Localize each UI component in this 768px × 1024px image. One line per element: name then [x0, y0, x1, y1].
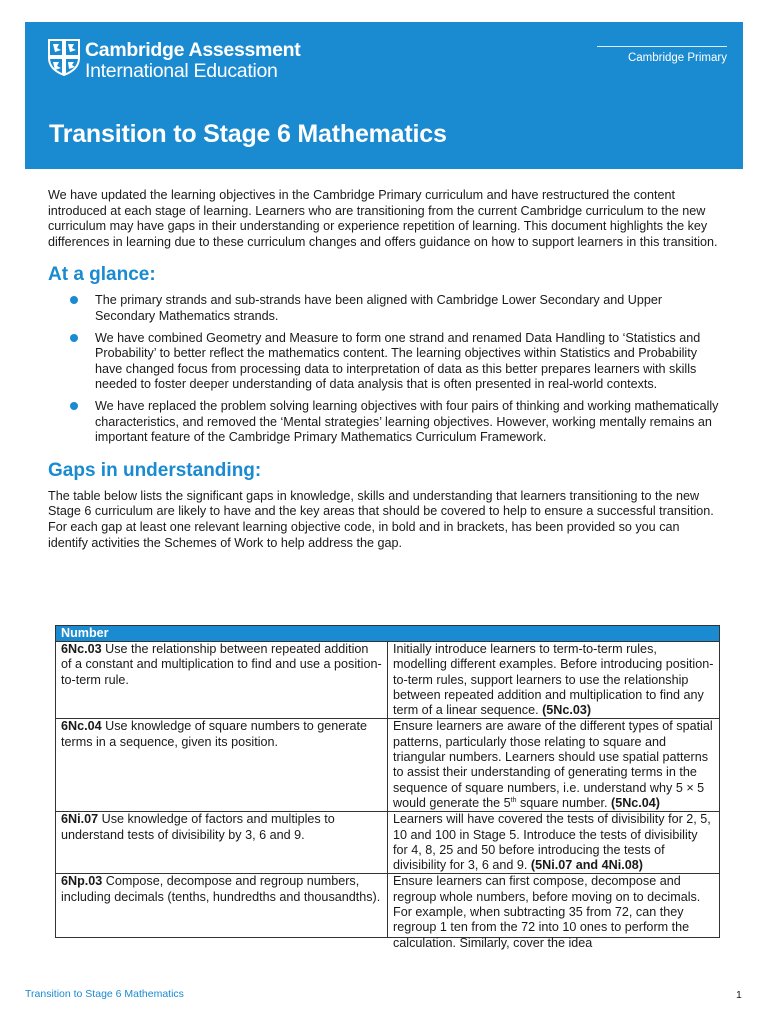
- objective-reference: (5Ni.07 and 4Ni.08): [530, 858, 643, 873]
- objective-reference: (5Nc.04): [611, 795, 660, 810]
- guidance-cell: [388, 719, 720, 812]
- bullet-text: We have replaced the problem solving learning objectives with four pairs of thinking and working mathematically characteristics, and removed the ‘Mental strategies’ learning objectives. However, working mentally remains an important feature of the Cambridge Primary Mathematics Curriculum Framework.: [95, 398, 719, 445]
- objective-cell: [56, 719, 388, 812]
- logo-line1: Cambridge Assessment: [85, 39, 301, 61]
- cambridge-shield-icon: [47, 38, 81, 76]
- table-header-row: [56, 626, 720, 642]
- guidance-cell: [388, 812, 720, 874]
- bullet-icon: [70, 296, 78, 304]
- table-row: [56, 812, 720, 874]
- logo-line2: International Education: [85, 60, 278, 82]
- guidance-text: Initially introduce learners to term-to-term rules, modelling different examples. Before introducing position-to-term rules, support learners to use the relationship between repeated addition and multiplication to find any term of a linear sequence.: [393, 642, 714, 718]
- objective-code: 6Nc.04: [61, 719, 102, 734]
- list-item: [48, 293, 720, 324]
- bullet-icon: [70, 402, 78, 410]
- logo-text: [85, 39, 300, 81]
- guidance-cell: [388, 874, 720, 950]
- objective-text: Compose, decompose and regroup numbers, including decimals (tenths, hundredths and thousandths).: [61, 874, 381, 904]
- objective-cell: [56, 642, 388, 719]
- footer-title: Transition to Stage 6 Mathematics: [25, 988, 184, 1000]
- guidance-text-cont: square number.: [516, 795, 611, 810]
- document-title: Transition to Stage 6 Mathematics: [49, 120, 447, 148]
- objective-cell: [56, 812, 388, 874]
- intro-paragraph: We have updated the learning objectives in the Cambridge Primary curriculum and have restructured the content introduced at each stage of learning. Learners who are transitioning from the current Cambridge curriculum to the new curriculum may have gaps in their understanding or experience repetition of learning. This document highlights the key differences in learning due to these curriculum changes and offers guidance on how to support learners in this transition.: [48, 188, 718, 249]
- bullet-text: We have combined Geometry and Measure to form one strand and renamed Data Handling to ‘Statistics and Probability’ to better reflect the mathematics content. The learning objectives within Statistics and Probability have changed focus from processing data to interpretation of data as this better prepares learners with skills needed to foster deeper understanding of data analysis that is often presented in real-world contexts.: [95, 330, 701, 392]
- main-content: [48, 188, 720, 561]
- gaps-table: [55, 625, 720, 950]
- ordinal-suffix: th: [510, 796, 517, 804]
- objective-reference: (5Nc.03): [542, 703, 592, 718]
- brand-subtitle: Cambridge Primary: [627, 52, 727, 64]
- glance-list: [48, 293, 720, 445]
- objective-cell: [56, 874, 388, 937]
- objective-code: 6Nc.03: [61, 642, 102, 656]
- brand-divider: [597, 46, 727, 47]
- objective-code: 6Ni.07: [61, 812, 99, 827]
- guidance-text: Ensure learners are aware of the different types of spatial patterns, particularly those relating to square and triangular numbers. Learners should use spatial patterns to assist their understanding of generating terms in the sequence of square numbers, i.e. understand why 5 × 5 would generate the 5: [393, 719, 713, 810]
- table-header-number: Number: [56, 626, 720, 642]
- glance-heading: At a glance:: [48, 264, 156, 286]
- bullet-text: The primary strands and sub-strands have been aligned with Cambridge Lower Secondary and Upper Secondary Mathematics strands.: [95, 293, 663, 323]
- guidance-cell: [388, 642, 720, 719]
- table-row: [56, 642, 720, 719]
- list-item: [48, 331, 720, 393]
- list-item: [48, 399, 720, 446]
- table-row: [56, 874, 720, 937]
- objective-text: Use knowledge of factors and multiples to understand tests of divisibility by 3, 6 and 9.: [61, 812, 335, 842]
- guidance-text: Ensure learners can first compose, decompose and regroup whole numbers, before moving on to decimals. For example, when subtracting 35 from 72, can they regroup 1 ten from the 72 into 10 ones to perform the calculation. Similarly, cover the idea: [393, 874, 701, 950]
- page-number: 1: [736, 989, 742, 1001]
- bullet-icon: [70, 334, 78, 342]
- gaps-heading: Gaps in understanding:: [48, 459, 262, 481]
- table-row: [56, 719, 720, 812]
- objective-text: Use knowledge of square numbers to generate terms in a sequence, given its position.: [61, 719, 367, 749]
- objective-text: Use the relationship between repeated addition of a constant and multiplication to find and use a position-to-term rule.: [61, 642, 382, 687]
- gaps-intro-paragraph: The table below lists the significant gaps in knowledge, skills and understanding that learners transitioning to the new Stage 6 curriculum are likely to have and the key areas that should be covered to help to ensure a successful transition. For each gap at least one relevant learning objective code, in bold and in brackets, has been provided so you can identify activities the Schemes of Work to help address the gap.: [48, 488, 714, 550]
- objective-code: 6Np.03: [61, 874, 103, 889]
- header-banner: [25, 22, 743, 169]
- guidance-text: Learners will have covered the tests of divisibility for 2, 5, 10 and 100 in Stage 5. Introduce the tests of divisibility for 4, 8, 25 and 50 before introducing the tests of divisibility for 3, 6 and 9.: [393, 812, 711, 873]
